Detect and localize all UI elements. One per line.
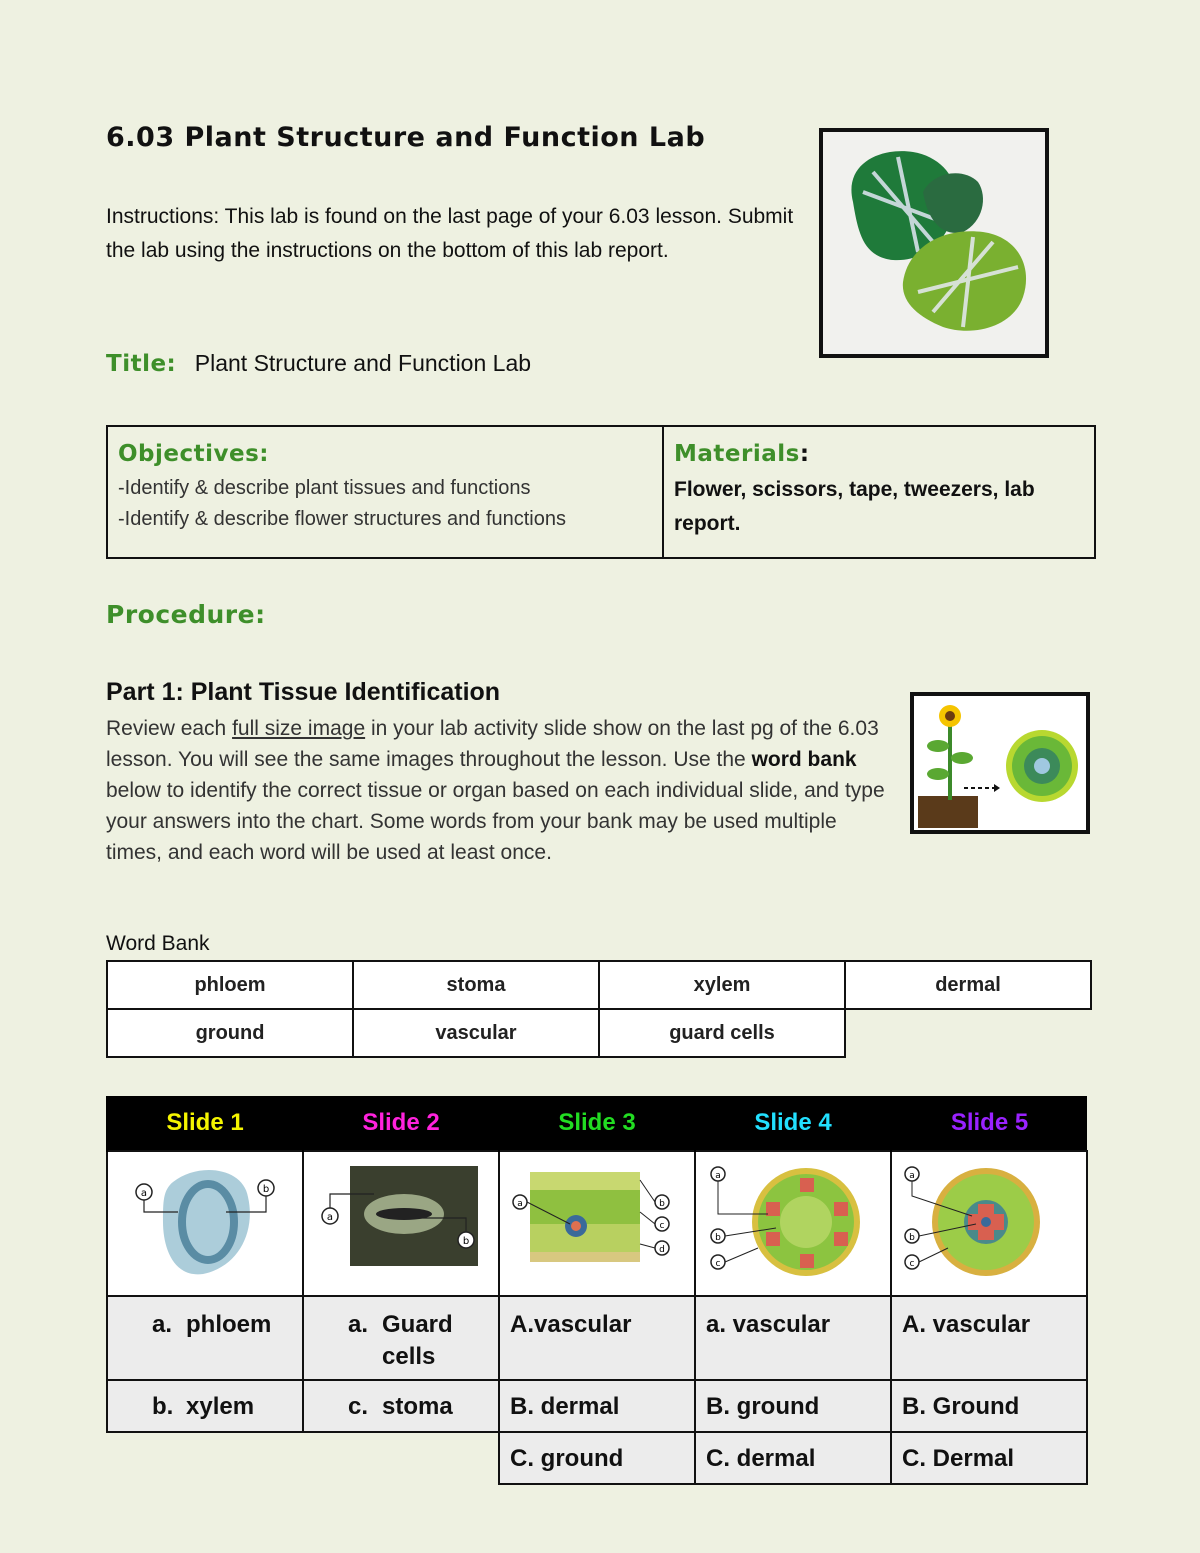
slide-3-header: Slide 3	[499, 1096, 695, 1151]
word-bank-cell: xylem	[599, 961, 845, 1009]
objective-item: -Identify & describe flower structures and functions	[118, 508, 566, 530]
word-bank-cell: guard cells	[599, 1009, 845, 1057]
empty-cell	[303, 1432, 499, 1484]
word-bank-cell: ground	[107, 1009, 353, 1057]
slide-2-header: Slide 2	[303, 1096, 499, 1151]
slide-4-image	[695, 1151, 891, 1296]
word-bank-empty-cell	[845, 1009, 1091, 1057]
word-bank-cell: vascular	[353, 1009, 599, 1057]
empty-cell	[107, 1432, 303, 1484]
objectives-materials-table	[106, 425, 1096, 559]
part1-title: Part 1: Plant Tissue Identification	[106, 678, 501, 706]
procedure-heading: Procedure:	[106, 600, 266, 629]
word-bank-label: Word Bank	[106, 932, 210, 955]
sunflower-cross-section-image	[910, 692, 1090, 834]
word-bank-cell: dermal	[845, 961, 1091, 1009]
svg-text:a: a	[715, 1171, 721, 1181]
objective-item: -Identify & describe plant tissues and functions	[118, 477, 531, 499]
slide-3-image	[499, 1151, 695, 1296]
slide-5-image	[891, 1151, 1087, 1296]
svg-text:c: c	[659, 1221, 665, 1231]
title-label: Title:	[106, 351, 177, 377]
slide-2-image	[303, 1151, 499, 1296]
slide-5-answer-2[interactable]: B. Ground	[891, 1380, 1087, 1432]
objectives-cell	[108, 427, 664, 557]
leaf-cross-section-icon	[500, 1152, 694, 1290]
materials-text: Flower, scissors, tape, tweezers, lab report.	[674, 478, 1035, 535]
word-bank-table	[106, 960, 1092, 1058]
full-size-image-link[interactable]: full size image	[232, 717, 366, 740]
word-bank-cell: stoma	[353, 961, 599, 1009]
dicot-stem-cross-section-icon	[696, 1152, 890, 1290]
slide-1-answer-1[interactable]: a. phloem	[107, 1296, 303, 1380]
monstera-leaf-image	[819, 128, 1049, 358]
slide-2-answer-2[interactable]: c. stoma	[303, 1380, 499, 1432]
slide-5-answer-3[interactable]: C. Dermal	[891, 1432, 1087, 1484]
title-value: Plant Structure and Function Lab	[194, 350, 532, 376]
slide-1-header: Slide 1	[107, 1096, 303, 1151]
slide-1-image	[107, 1151, 303, 1296]
svg-text:d: d	[659, 1245, 665, 1255]
svg-text:a: a	[909, 1171, 915, 1181]
svg-text:c: c	[715, 1259, 721, 1269]
word-bank-cell: phloem	[107, 961, 353, 1009]
title-row	[106, 350, 531, 377]
slide-3-answer-1[interactable]: A.vascular	[499, 1296, 695, 1380]
sunflower-stem-icon	[914, 696, 1086, 830]
part1-instructions: Review each full size image in your lab activity slide show on the last pg of the 6.03 lesson. You will see the same images throughout the lesson. Use the word bank below to identify the correct tissue or organ based on each individual slide, and type your answers into the chart. Some words from your bank may be used multiple times, and each word will be used at least once.	[106, 717, 885, 864]
svg-text:b: b	[715, 1233, 721, 1243]
slide-4-header: Slide 4	[695, 1096, 891, 1151]
stoma-micrograph-icon	[304, 1152, 498, 1290]
page-title: 6.03 Plant Structure and Function Lab	[106, 122, 706, 153]
materials-heading: Materials:	[674, 441, 810, 467]
svg-text:a: a	[517, 1199, 523, 1209]
slide-3-answer-2[interactable]: B. dermal	[499, 1380, 695, 1432]
materials-cell	[664, 427, 1094, 557]
xylem-phloem-micrograph-icon	[108, 1152, 302, 1290]
svg-text:b: b	[462, 1236, 470, 1247]
instructions-text: Instructions: This lab is found on the last page of your 6.03 lesson. Submit the lab using the instructions on the bottom of this lab report.	[106, 205, 794, 262]
diagram-letter: a	[140, 1188, 148, 1199]
svg-text:c: c	[909, 1259, 915, 1269]
slide-3-answer-3[interactable]: C. ground	[499, 1432, 695, 1484]
objectives-heading: Objectives:	[118, 441, 269, 467]
slide-2-answer-1[interactable]: a. Guard cells	[303, 1296, 499, 1380]
slide-1-answer-2[interactable]: b. xylem	[107, 1380, 303, 1432]
slide-4-answer-2[interactable]: B. ground	[695, 1380, 891, 1432]
slide-4-answer-1[interactable]: a. vascular	[695, 1296, 891, 1380]
slide-4-answer-3[interactable]: C. dermal	[695, 1432, 891, 1484]
diagram-letter: b	[262, 1184, 270, 1195]
slide-5-header: Slide 5	[891, 1096, 1087, 1151]
root-cross-section-icon	[892, 1152, 1086, 1290]
monstera-leaves-icon	[823, 132, 1045, 354]
slides-answer-table	[106, 1096, 1088, 1485]
svg-text:b: b	[909, 1233, 915, 1243]
slide-5-answer-1[interactable]: A. vascular	[891, 1296, 1087, 1380]
svg-text:b: b	[659, 1199, 665, 1209]
svg-text:a: a	[326, 1212, 334, 1223]
